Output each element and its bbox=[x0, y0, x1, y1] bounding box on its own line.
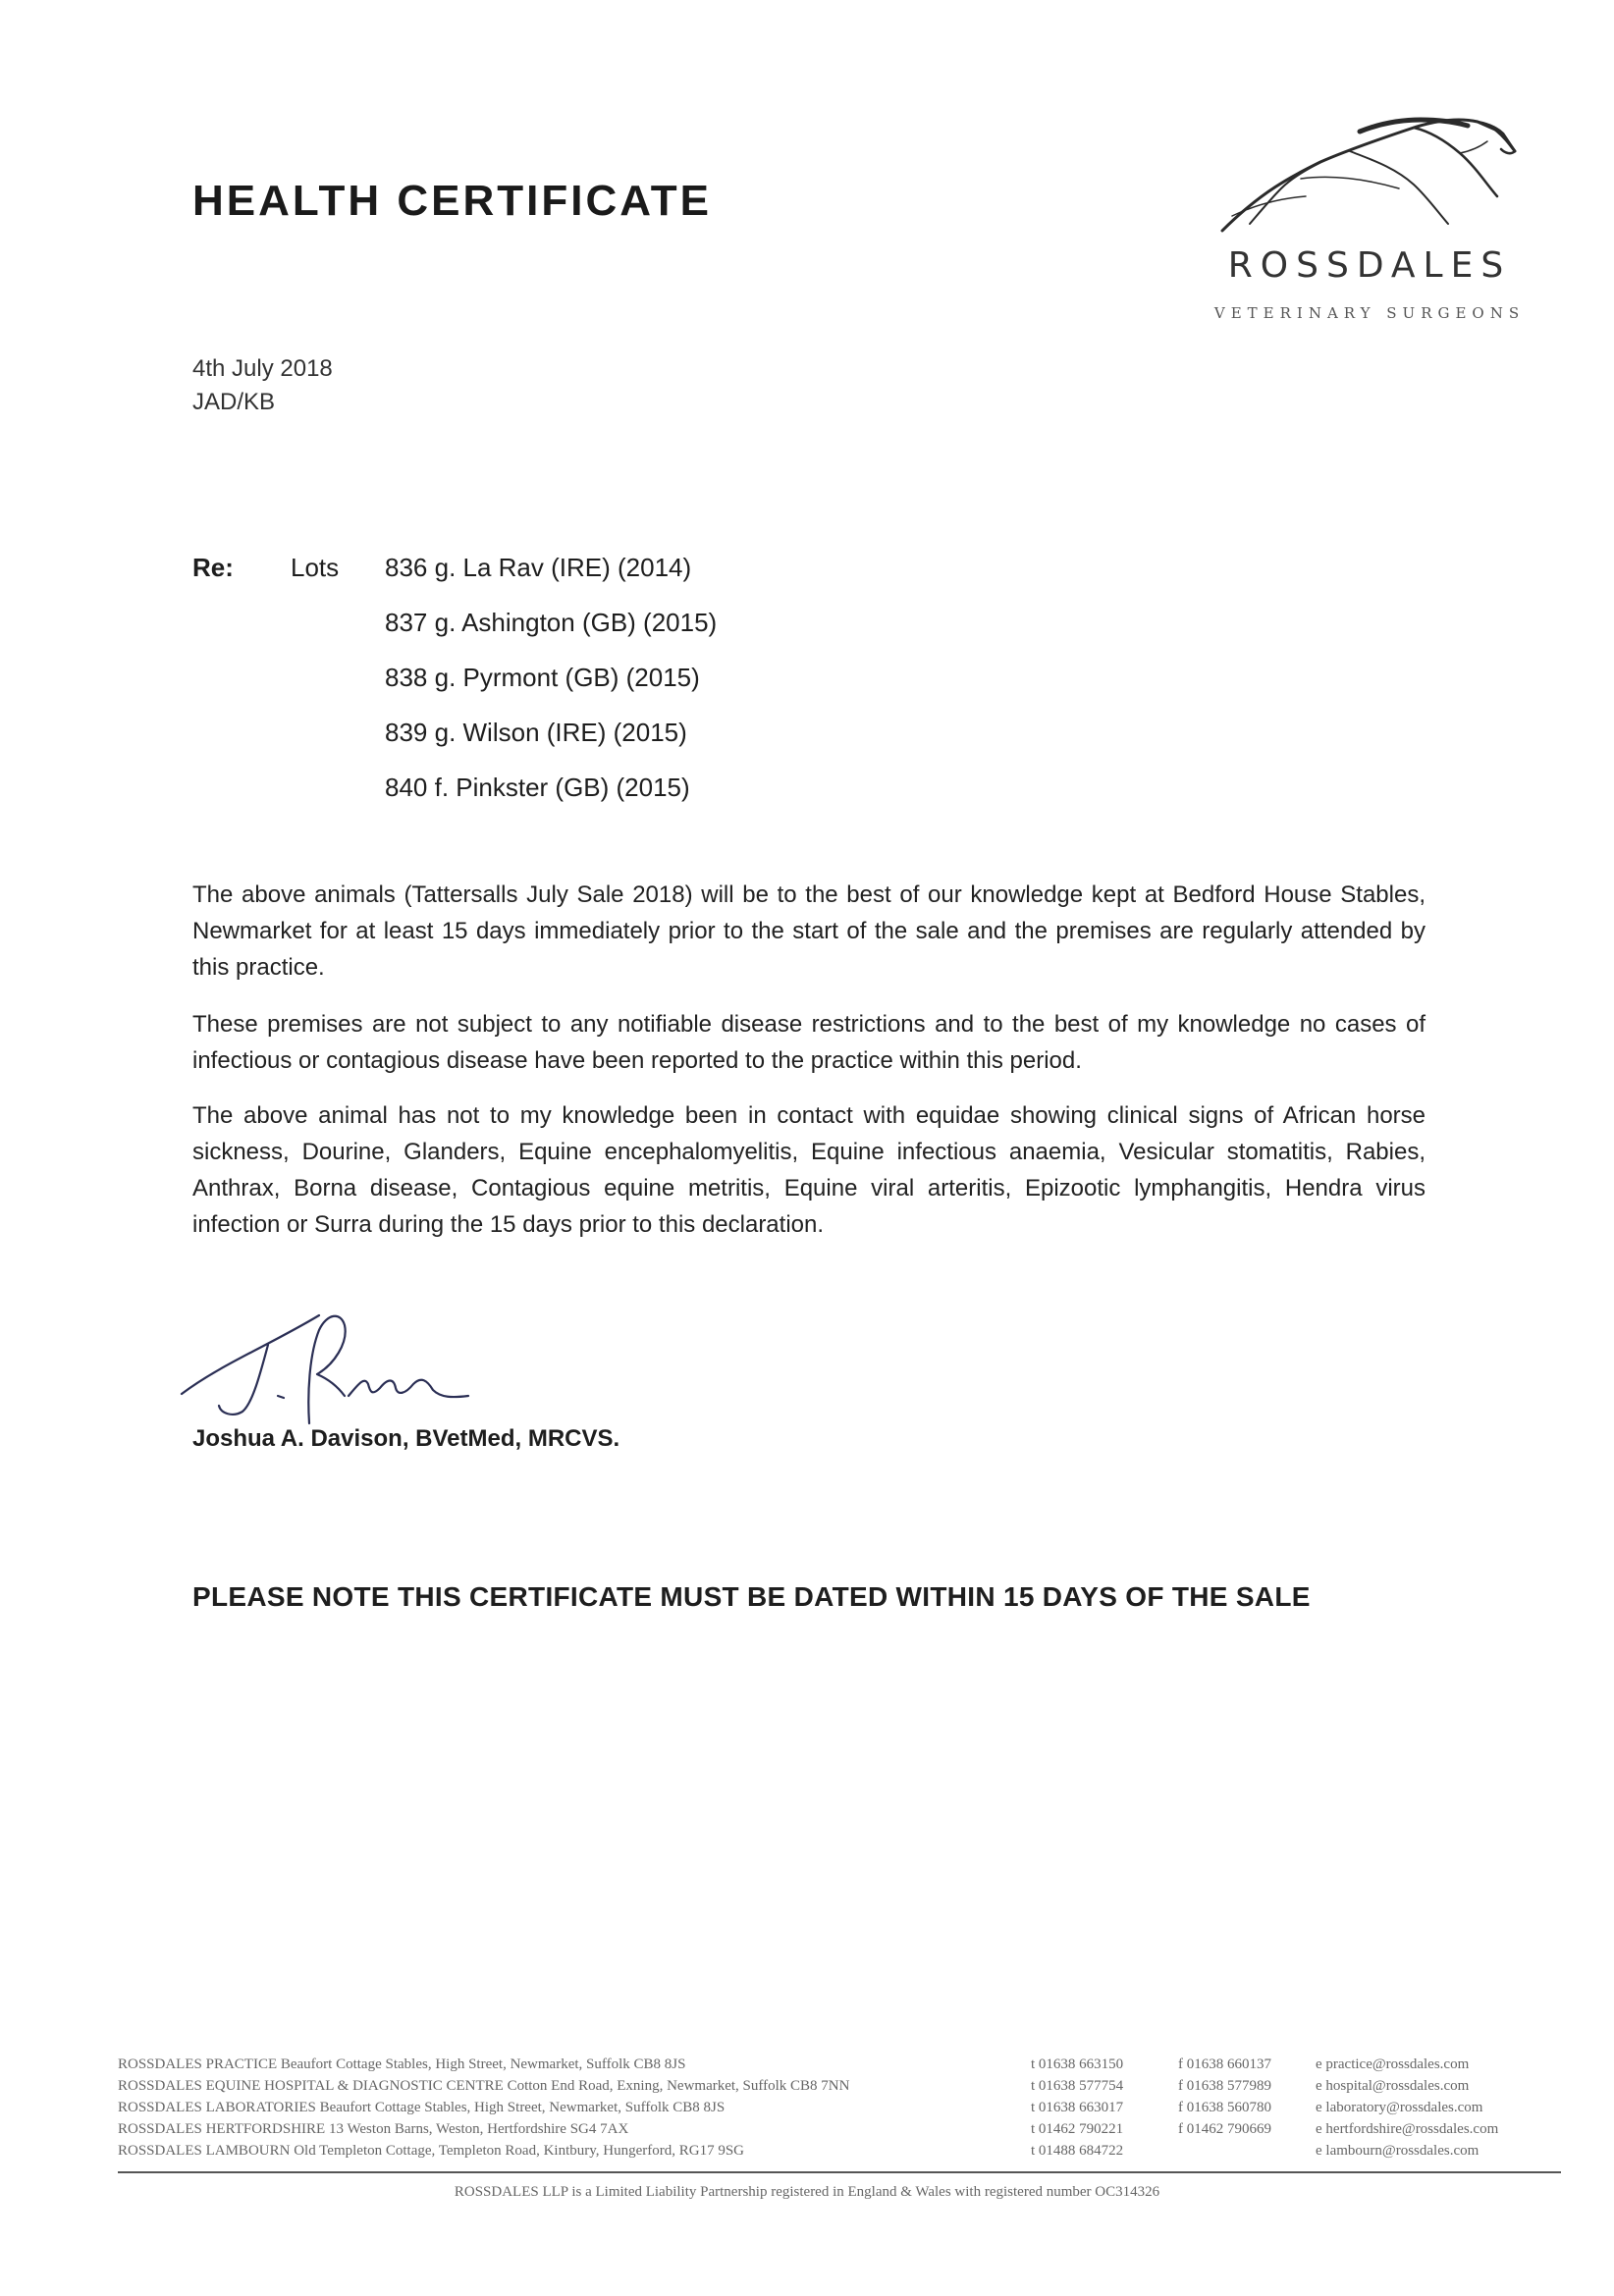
lots-list bbox=[385, 553, 717, 828]
lot-item: 837 g. Ashington (GB) (2015) bbox=[385, 608, 718, 637]
re-label: Re: bbox=[192, 553, 234, 582]
footer-tel: t 01638 663150 bbox=[1031, 2056, 1124, 2072]
footer-tel: t 01638 577754 bbox=[1031, 2077, 1124, 2094]
footer-divider bbox=[118, 2171, 1561, 2173]
footer-address: ROSSDALES EQUINE HOSPITAL & DIAGNOSTIC CENTRE Cotton End Road, Exning, Newmarket, Suffolk CB8 7NN bbox=[118, 2077, 850, 2094]
body-paragraph: The above animals (Tattersalls July Sale 2018) will be to the best of our knowledge kept at Bedford House Stables, Newmarket for at least 15 days immediately prior to the start of the sale and the premises are regularly attended by this practice. bbox=[192, 881, 1426, 981]
lot-item: 836 g. La Rav (IRE) (2014) bbox=[385, 553, 692, 582]
footer-email: e hertfordshire@rossdales.com bbox=[1316, 2120, 1499, 2137]
footer-row bbox=[118, 2118, 1581, 2140]
footer-tel: t 01462 790221 bbox=[1031, 2120, 1124, 2137]
footer-contacts bbox=[118, 2054, 1581, 2162]
footer-fax: f 01638 577989 bbox=[1178, 2077, 1271, 2094]
footer-email: e lambourn@rossdales.com bbox=[1316, 2142, 1480, 2159]
footer-fax bbox=[1178, 2140, 1316, 2162]
dating-notice: PLEASE NOTE THIS CERTIFICATE MUST BE DATED WITHIN 15 DAYS OF THE SALE bbox=[192, 1581, 1311, 1612]
rossdales-logo bbox=[1203, 108, 1536, 334]
logo-tagline: VETERINARY SURGEONS bbox=[1213, 304, 1526, 322]
letter-reference: JAD/KB bbox=[192, 389, 276, 415]
page-title: HEALTH CERTIFICATE bbox=[192, 177, 712, 225]
body-paragraph: The above animal has not to my knowledge been in contact with equidae showing clinical signs of African horse sickness, Dourine, Glanders, Equine encephalomyelitis, Equine infectious anaemia, Vesicular stomatitis, Rabies, Anthrax, Borna disease, Contagious equine metritis, Equine viral arteritis, Epizootic lymphangitis, Hendra virus infection or Surra during the 15 days prior to this declaration. bbox=[192, 1102, 1426, 1238]
logo-wordmark: ROSSDALES bbox=[1227, 245, 1512, 286]
footer-fax: f 01638 560780 bbox=[1178, 2099, 1271, 2115]
footer-address: ROSSDALES LABORATORIES Beaufort Cottage Stables, High Street, Newmarket, Suffolk CB8 8JS bbox=[118, 2099, 726, 2115]
galloping-horse-icon bbox=[1203, 108, 1536, 245]
footer-row bbox=[118, 2140, 1581, 2162]
legal-notice: ROSSDALES LLP is a Limited Liability Partnership registered in England & Wales with registered number OC314326 bbox=[454, 2184, 1160, 2200]
footer-email: e laboratory@rossdales.com bbox=[1316, 2099, 1483, 2115]
lots-label: Lots bbox=[291, 553, 340, 582]
footer-tel: t 01488 684722 bbox=[1031, 2142, 1124, 2159]
footer-fax: f 01462 790669 bbox=[1178, 2120, 1271, 2137]
lot-item: 840 f. Pinkster (GB) (2015) bbox=[385, 773, 690, 802]
footer-email: e hospital@rossdales.com bbox=[1316, 2077, 1470, 2094]
body-paragraph: These premises are not subject to any notifiable disease restrictions and to the best of my knowledge no cases of infectious or contagious disease have been reported to the practice within this period. bbox=[192, 1011, 1426, 1074]
footer-address: ROSSDALES HERTFORDSHIRE 13 Weston Barns, Weston, Hertfordshire SG4 7AX bbox=[118, 2120, 629, 2137]
footer-row bbox=[118, 2054, 1581, 2075]
footer-row bbox=[118, 2097, 1581, 2118]
signatory-name: Joshua A. Davison, BVetMed, MRCVS. bbox=[192, 1425, 620, 1452]
footer-email: e practice@rossdales.com bbox=[1316, 2056, 1470, 2072]
footer-address: ROSSDALES PRACTICE Beaufort Cottage Stables, High Street, Newmarket, Suffolk CB8 8JS bbox=[118, 2056, 686, 2072]
footer-row bbox=[118, 2075, 1581, 2097]
handwritten-signature bbox=[162, 1286, 535, 1443]
lot-item: 838 g. Pyrmont (GB) (2015) bbox=[385, 663, 700, 692]
footer-fax: f 01638 660137 bbox=[1178, 2056, 1271, 2072]
footer-address: ROSSDALES LAMBOURN Old Templeton Cottage, Templeton Road, Kintbury, Hungerford, RG17 9SG bbox=[118, 2142, 745, 2159]
lot-item: 839 g. Wilson (IRE) (2015) bbox=[385, 718, 687, 747]
footer-tel: t 01638 663017 bbox=[1031, 2099, 1124, 2115]
letter-date: 4th July 2018 bbox=[192, 355, 333, 382]
